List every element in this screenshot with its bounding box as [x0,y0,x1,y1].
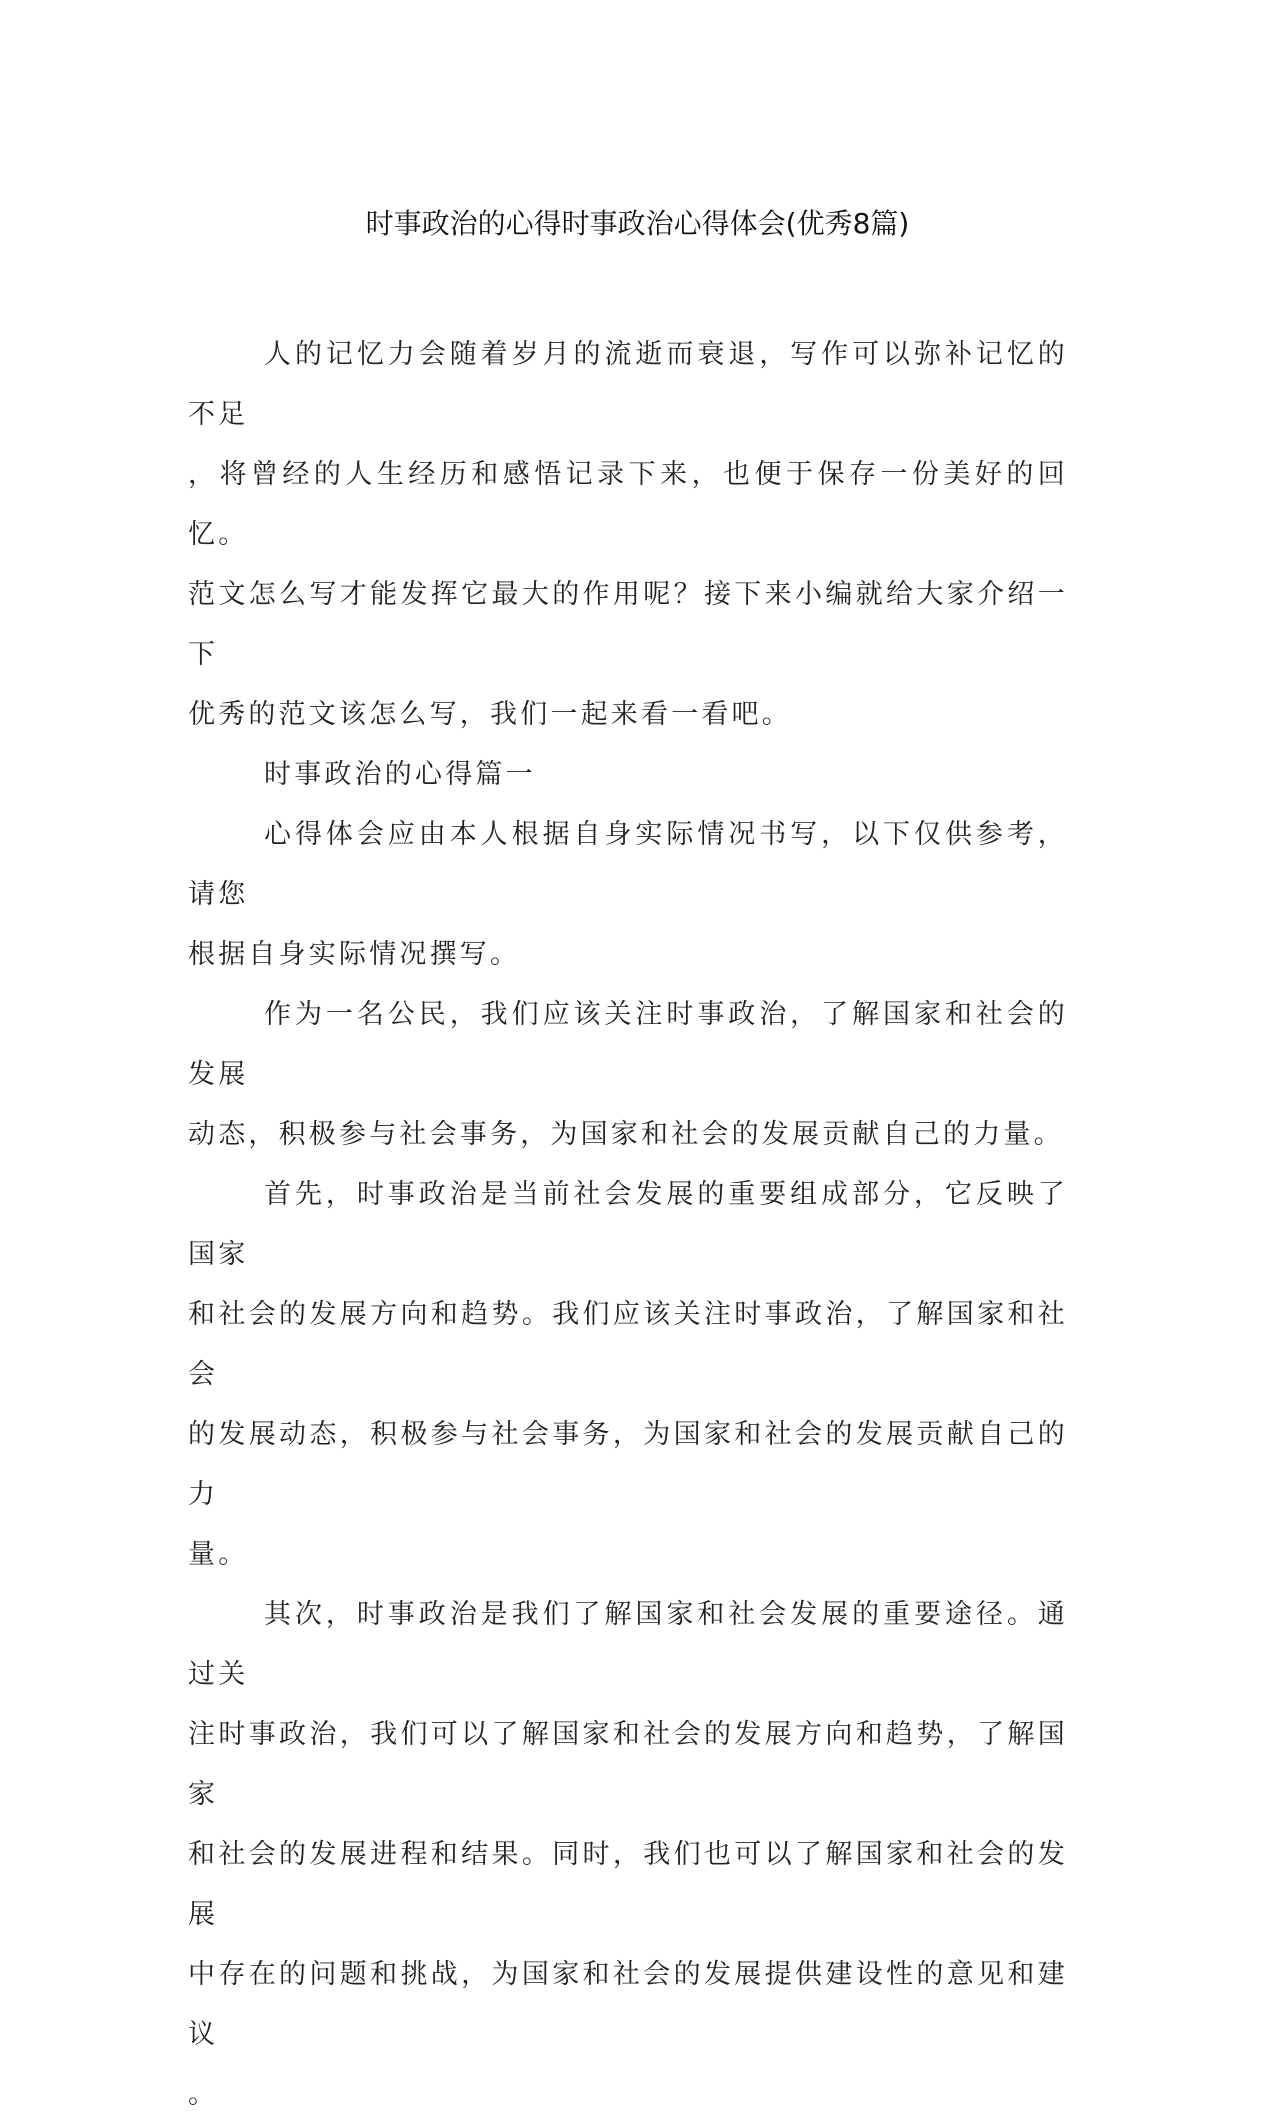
paragraph-line: 和社会的发展方向和趋势。我们应该关注时事政治，了解国家和社会 [188,1299,1068,1390]
paragraph-line: 和社会的发展进程和结果。同时，我们也可以了解国家和社会的发展 [188,1839,1068,1930]
paragraph-citizen [188,985,1068,1165]
paragraph-line: 的发展动态，积极参与社会事务，为国家和社会的发展贡献自己的力 [188,1419,1068,1510]
paragraph-line: 注时事政治，我们可以了解国家和社会的发展方向和趋势，了解国家 [188,1719,1068,1810]
paragraph-line: 量。 [188,1539,249,1570]
paragraph-intro [188,325,1068,745]
paragraph-line: 范文怎么写才能发挥它最大的作用呢？接下来小编就给大家介绍一下 [188,579,1068,670]
paragraph-line: 首先，时事政治是当前社会发展的重要组成部分，它反映了国家 [188,1179,1068,1270]
paragraph-line: 动态，积极参与社会事务，为国家和社会的发展贡献自己的力量。 [188,1119,1064,1150]
paragraph-line: 其次，时事政治是我们了解国家和社会发展的重要途径。通过关 [188,1599,1068,1690]
paragraph-line: 中存在的问题和挑战，为国家和社会的发展提供建设性的意见和建议 [188,1959,1068,2050]
section-heading-text: 时事政治的心得篇一 [264,759,536,790]
paragraph-line: 。 [188,2079,219,2110]
paragraph-line: 心得体会应由本人根据自身实际情况书写，以下仅供参考，请您 [188,819,1068,910]
paragraph-second [188,1585,1068,2125]
section-heading-1 [188,745,1068,805]
paragraph-line: ，将曾经的人生经历和感悟记录下来，也便于保存一份美好的回忆。 [188,459,1068,550]
paragraph-first [188,1165,1068,1585]
paragraph-line: 作为一名公民，我们应该关注时事政治，了解国家和社会的发展 [188,999,1068,1090]
paragraph-line: 优秀的范文该怎么写，我们一起来看一看吧。 [188,699,792,730]
paragraph-line: 根据自身实际情况撰写。 [188,939,521,970]
document-title: 时事政治的心得时事政治心得体会(优秀8篇) [365,207,910,240]
paragraph-line: 人的记忆力会随着岁月的流逝而衰退，写作可以弥补记忆的不足 [188,339,1068,430]
document-body [188,325,1068,2125]
paragraph-note [188,805,1068,985]
